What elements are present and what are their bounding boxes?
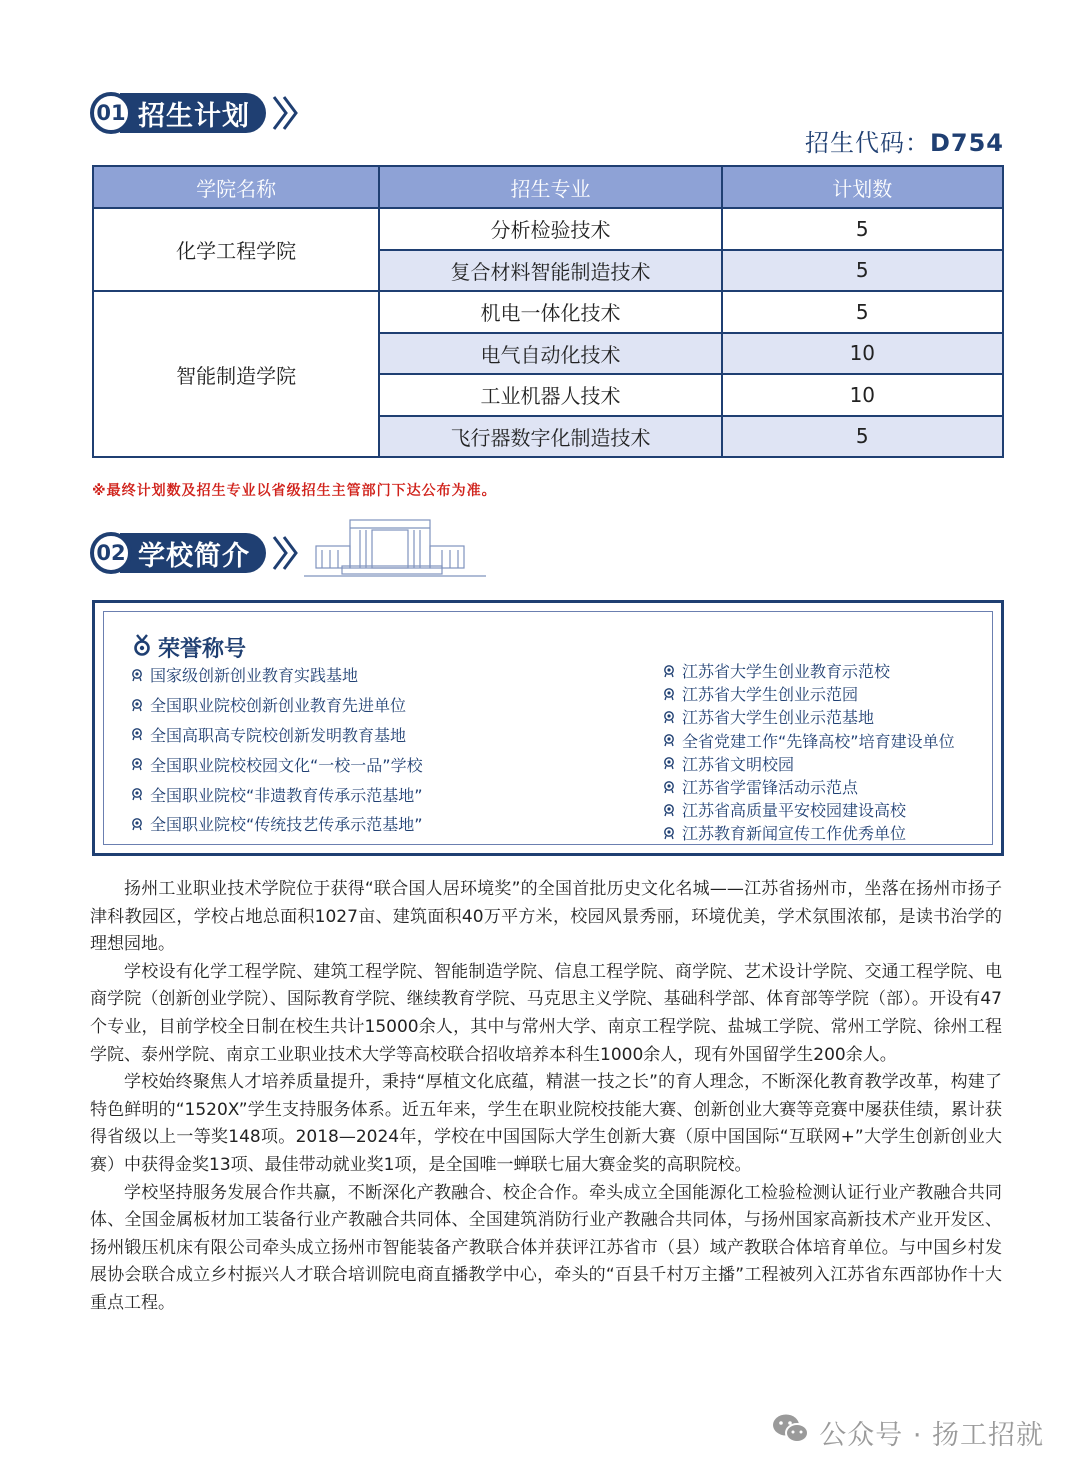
medal-icon xyxy=(130,698,144,712)
header-major: 招生专业 xyxy=(379,166,721,208)
medal-icon xyxy=(132,634,158,662)
medal-icon xyxy=(662,733,676,747)
section-number: 01 xyxy=(90,92,132,134)
honor-item xyxy=(130,779,423,809)
honors-title-text: 荣誉称号 xyxy=(158,637,247,662)
medal-icon xyxy=(662,826,676,840)
honor-item xyxy=(662,682,955,705)
section-number: 02 xyxy=(90,532,132,574)
honor-item-text: 全国职业院校“传统技艺传承示范基地” xyxy=(150,815,423,835)
honor-item-text: 全国高职高专院校创新发明教育基地 xyxy=(150,725,407,745)
honor-item-text: 全省党建工作“先锋高校”培育建设单位 xyxy=(682,731,955,751)
plan-count: 5 xyxy=(722,291,1003,333)
honor-item xyxy=(662,705,955,728)
major-name: 复合材料智能制造技术 xyxy=(379,250,721,292)
plan-count: 5 xyxy=(722,250,1003,292)
honor-item xyxy=(662,729,955,752)
enrollment-code xyxy=(805,123,1004,158)
honors-list-right xyxy=(662,659,955,845)
major-name: 飞行器数字化制造技术 xyxy=(379,416,721,458)
honor-item xyxy=(130,690,423,720)
honor-item xyxy=(130,749,423,779)
honor-item-text: 全国职业院校校园文化“一校一品”学校 xyxy=(150,755,423,775)
honors-title xyxy=(132,632,246,663)
honor-item-text: 江苏省高质量平安校园建设高校 xyxy=(682,801,907,821)
honor-item xyxy=(130,809,423,839)
honor-item-text: 全国职业院校“非遗教育传承示范基地” xyxy=(150,785,423,805)
honors-inner-frame xyxy=(103,611,993,845)
honor-item-text: 国家级创新创业教育实践基地 xyxy=(150,666,359,686)
honor-item xyxy=(130,660,423,690)
chevron-right-icon xyxy=(270,93,304,133)
section-header-plan xyxy=(90,90,304,136)
honor-item-text: 全国职业院校创新创业教育先进单位 xyxy=(150,696,407,716)
honors-panel xyxy=(92,600,1004,856)
medal-icon xyxy=(130,817,144,831)
section-header-intro xyxy=(90,530,304,576)
wechat-watermark xyxy=(771,1412,1044,1453)
table-row xyxy=(93,208,1003,250)
honor-item-text: 江苏省学雷锋活动示范点 xyxy=(682,778,859,798)
school-introduction xyxy=(90,876,1002,1318)
medal-icon xyxy=(662,803,676,817)
header-count: 计划数 xyxy=(722,166,1003,208)
intro-paragraph: 学校设有化学工程学院、建筑工程学院、智能制造学院、信息工程学院、商学院、艺术设计学院、交通工程学院、电商学院（创新创业学院）、国际教育学院、继续教育学院、马克思主义学院、基础科学部、体育部等学院（部）。开设有47个专业，目前学校全日制在校生共计15000余人，其中与常州大学、南京工程学院、盐城工学院、常州工学院、徐州工程学院、泰州学院、南京工业职业技术大学等高校联合招收培养本科生1000余人，现有外国留学生200余人。 xyxy=(90,961,1002,1065)
chevron-right-icon xyxy=(270,533,304,573)
honor-item xyxy=(662,798,955,821)
plan-count: 10 xyxy=(722,333,1003,375)
header-college: 学院名称 xyxy=(93,166,379,208)
major-name: 电气自动化技术 xyxy=(379,333,721,375)
honor-item xyxy=(662,821,955,844)
medal-icon xyxy=(130,757,144,771)
medal-icon xyxy=(662,780,676,794)
medal-icon xyxy=(662,710,676,724)
major-name: 分析检验技术 xyxy=(379,208,721,250)
enrollment-code-label: 招生代码： xyxy=(804,129,930,157)
plan-count: 5 xyxy=(722,208,1003,250)
medal-icon xyxy=(662,756,676,770)
honor-item xyxy=(130,720,423,750)
honor-item-text: 江苏教育新闻宣传工作优秀单位 xyxy=(682,824,907,844)
enrollment-code-value: D754 xyxy=(929,129,1004,157)
major-name: 工业机器人技术 xyxy=(379,374,721,416)
medal-icon xyxy=(130,727,144,741)
honor-item-text: 江苏省大学生创业示范基地 xyxy=(682,708,875,728)
medal-icon xyxy=(130,668,144,682)
table-row xyxy=(93,291,1003,333)
college-name: 化学工程学院 xyxy=(93,208,379,291)
enrollment-plan-table xyxy=(92,165,1004,458)
honor-item-text: 江苏省大学生创业教育示范校 xyxy=(682,662,891,682)
table-header-row xyxy=(93,166,1003,208)
college-name: 智能制造学院 xyxy=(93,291,379,457)
wechat-icon xyxy=(771,1412,819,1453)
intro-paragraph: 学校始终聚焦人才培养质量提升，秉持“厚植文化底蕴，精湛一技之长”的育人理念，不断深化教育教学改革，构建了特色鲜明的“1520X”学生支持服务体系。近五年来，学生在职业院校技能大赛、创新创业大赛等竞赛中屡获佳绩，累计获得省级以上一等奖148项。2018—2024年，学校在中国国际大学生创新大赛（原中国国际“互联网+”大学生创新创业大赛）中获得金奖13项、最佳带动就业奖1项，是全国唯一蝉联七届大赛金奖的高职院校。 xyxy=(90,1072,1002,1175)
intro-paragraph: 学校坚持服务发展合作共赢，不断深化产教融合、校企合作。牵头成立全国能源化工检验检测认证行业产教融合共同体、全国金属板材加工装备行业产教融合共同体、全国建筑消防行业产教融合共同体，与扬州国家高新技术产业开发区、扬州锻压机床有限公司牵头成立扬州市智能装备产教联合体并获评江苏省市（县）域产教联合体培育单位。与中国乡村发展协会联合成立乡村振兴人才联合培训院电商直播教学中心，牵头的“百县千村万主播”工程被列入江苏省东西部协作十大重点工程。 xyxy=(90,1182,1002,1313)
watermark-text: 公众号 · 扬工招就 xyxy=(819,1420,1044,1451)
plan-count: 5 xyxy=(722,416,1003,458)
campus-building-illustration xyxy=(302,516,488,586)
major-name: 机电一体化技术 xyxy=(379,291,721,333)
honors-list-left xyxy=(130,660,423,839)
medal-icon xyxy=(662,664,676,678)
honor-item xyxy=(662,659,955,682)
honor-item-text: 江苏省文明校园 xyxy=(682,754,795,774)
honor-item xyxy=(662,775,955,798)
section-title: 招生计划 xyxy=(120,93,266,133)
medal-icon xyxy=(662,687,676,701)
honor-item-text: 江苏省大学生创业示范园 xyxy=(682,685,859,705)
section-title: 学校简介 xyxy=(120,533,266,573)
medal-icon xyxy=(130,787,144,801)
plan-note: ※最终计划数及招生专业以省级招生主管部门下达公布为准。 xyxy=(92,483,497,499)
intro-paragraph: 扬州工业职业技术学院位于获得“联合国人居环境奖”的全国首批历史文化名城——江苏省扬州市，坐落在扬州市扬子津科教园区，学校占地总面积1027亩、建筑面积40万平方米，校园风景秀丽，环境优美，学术氛围浓郁，是读书治学的理想园地。 xyxy=(90,879,1002,955)
honor-item xyxy=(662,752,955,775)
plan-count: 10 xyxy=(722,374,1003,416)
